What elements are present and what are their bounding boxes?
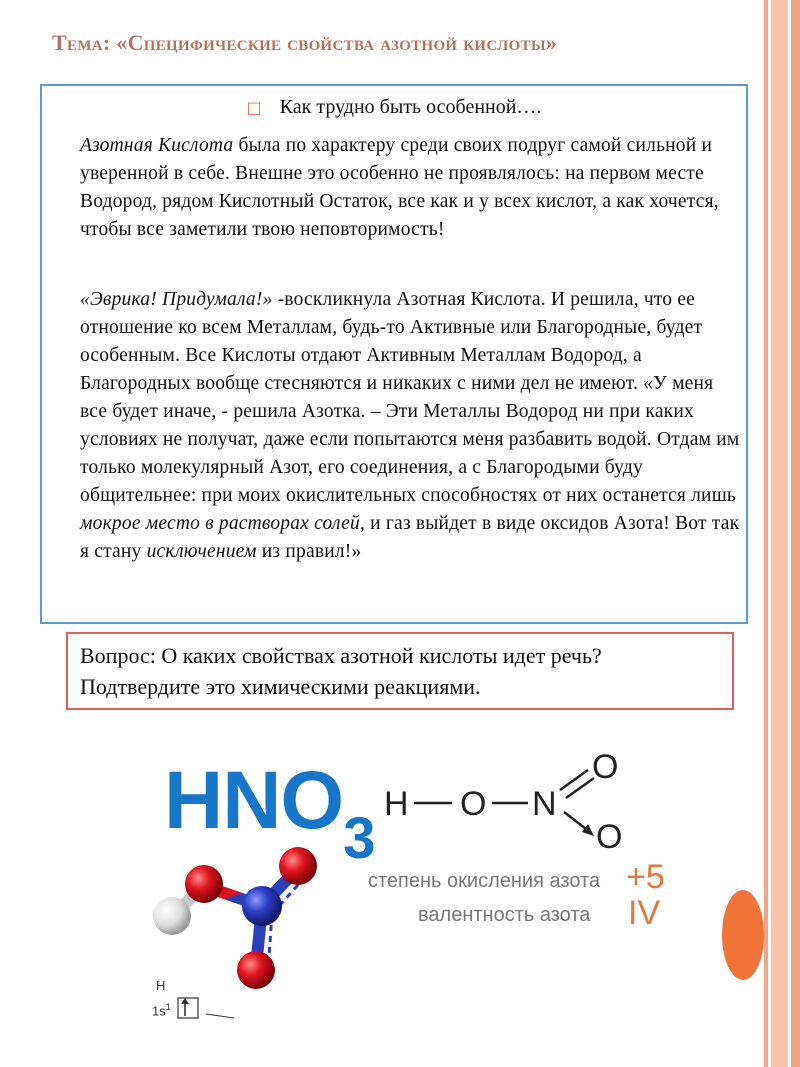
formula-subscript: 3 (343, 806, 375, 871)
decorative-orange-oval (722, 890, 764, 980)
story-p2-text-b: , и газ выйдет в виде оксидов Азота! Вот так я стану (80, 513, 740, 562)
struct-atom-h: H (384, 785, 409, 823)
question-box: Вопрос: О каких свойствах азотной кислоты идет речь? Подтвердите это химическими реакциями. (66, 632, 734, 710)
struct-atom-n: N (532, 785, 557, 823)
oxidation-value: +5 (626, 858, 665, 896)
story-p2-italic-1: мокрое место в растворах солей (80, 513, 360, 534)
story-heading-text: Как трудно быть особенной…. (279, 96, 542, 118)
struct-atom-o-bottom: O (596, 818, 623, 856)
struct-atom-o: O (460, 785, 487, 823)
structural-formula (380, 740, 640, 860)
slide-title: Тема: «Специфические свойства азотной кислоты» (52, 30, 558, 55)
formula-main: HNO (164, 755, 344, 846)
molecule-atom-hydrogen (153, 897, 191, 935)
molecule-atom-oxygen-1 (185, 865, 223, 903)
story-p1-text: была по характеру среди своих подруг самой сильной и уверенной в себе. Внешне это особенно не проявлялось: на первом месте Водород, рядом Кислотный Остаток, все как и у всех кислот, а как хочется, чтобы все заметили твою неповторимость! (80, 135, 719, 240)
orbital-s-label (152, 1002, 171, 1018)
molecule-atom-nitrogen (242, 886, 282, 926)
story-heading (42, 96, 746, 119)
story-p1-lead: Азотная Кислота (80, 135, 234, 156)
valence-label: валентность азота (418, 904, 591, 926)
orbital-underline (206, 1014, 234, 1018)
struct-atom-o-top: O (592, 748, 619, 786)
orbital-cell (178, 998, 198, 1018)
story-p2-text-a: -воскликнула Азотная Кислота. И решила, что ее отношение ко всем Металлам, будь-то Активные или Благородные, будет особенным. Все Кислоты отдают Активным Металлам Водород, а Благородных вообще стесняются и никаких с ними дел не имеют. «У меня все будет иначе, - решила Азотка. – Эти Металлы Водород ни при каких условиях не получат, даже если попытаются меня разбавить водой. Отдам им только молекулярный Азот, его соединения, а с Благородыми буду общительнее: при моих окислительных способностях от них останется лишь (80, 289, 740, 506)
oxidation-label: степень окисления азота (368, 870, 601, 892)
orbital-s-sup: 1 (165, 1002, 171, 1012)
orbital-box-diagram (176, 996, 236, 1020)
decorative-side-stripes (764, 0, 800, 1067)
ball-and-stick-molecule (140, 840, 320, 1020)
story-paragraph-2 (80, 286, 740, 566)
valence-value: IV (628, 894, 661, 932)
molecule-atom-oxygen-2 (279, 847, 317, 885)
struct-double-bond-2 (566, 778, 594, 798)
orbital-arrow-head (181, 998, 189, 1004)
story-p2-italic-2: исключением (146, 541, 257, 562)
story-box (40, 84, 748, 624)
story-p2-text-c: из правил!» (256, 541, 362, 562)
orbital-s-text: 1s (152, 1003, 166, 1019)
molecule-atom-oxygen-3 (237, 951, 275, 989)
orbital-h-label: H (156, 978, 166, 993)
struct-double-bond-1 (560, 770, 588, 790)
story-p2-lead: «Эврика! Придумала!» (80, 289, 273, 310)
bullet-icon: □ (246, 98, 262, 117)
story-paragraph-1 (80, 132, 740, 244)
